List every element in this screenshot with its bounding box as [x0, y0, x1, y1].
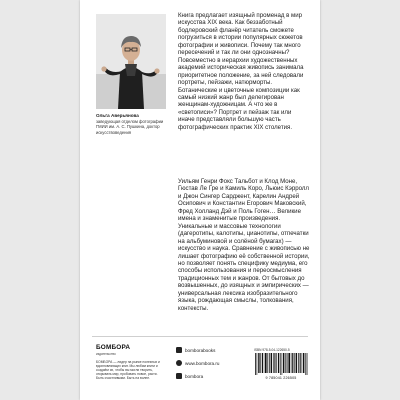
intro-paragraph	[178, 12, 308, 131]
publisher-description: БОМБОРА — лидер на рынке полезных и вдохновляющих книг. Мы любим книги и создаём их, чтобы вы могли творить, открывать мир, пробовать новое, расти. Быть счастливыми. Быть на волне.	[96, 360, 160, 381]
second-text: Уильям Генри Фокс Тальбот и Клод Моне, Гюстав Ле Гре и Камиль Коро, Льюис Кэрролл и Джон Сингер Сарджент, Карелин Андрей Осипович и Константин Егорович Маковский, Фред Холланд Дэй и Поль Гоген… Великие имена и знаменитые произведения. Уникальные и массовые технологии (дагеротипы, калотипы, цианотипы, отпечатки на альбуминовой и солёной бумагах) — искусство и наука. Сравнение с живописью не лишает фотографию её собственной истории, но позволяет понять специфику медиума, его способы использования и переосмысления традиционных тем и жанров. От бытовых до возвышенных, до изящных и эмпирических — универсальная лексика изобразительного языка, рождающая смыслы, толкования, контексты.	[178, 178, 310, 312]
social-vk[interactable]	[176, 347, 215, 353]
publisher-logo-sub: издательство	[96, 352, 116, 356]
book-back-cover	[80, 0, 320, 400]
social-label: www.bombora.ru	[185, 360, 220, 366]
author-name: Ольга Аверьянова	[96, 113, 139, 118]
second-paragraph	[178, 178, 312, 312]
social-label: bomborabooks	[185, 347, 216, 353]
barcode-number: 9 785041 226505	[265, 376, 297, 380]
barcode	[254, 353, 308, 375]
publisher-logo: БОМБОРА	[96, 344, 131, 351]
social-web[interactable]	[176, 360, 219, 366]
web-icon	[176, 360, 182, 366]
social-instagram[interactable]	[176, 373, 203, 379]
author-bio: заведующая отделом фотографии ГМИИ им. А. С. Пушкина, доктор искусствоведения	[96, 119, 164, 135]
author-photo	[96, 14, 166, 109]
vk-icon	[176, 347, 182, 353]
intro-text: Книга предлагает изящный променад в мир искусства XIX века. Как беззаботный бодлеровский фланёр читатель сможете погрузиться в истории популярных сюжетов фотографии и живописи. Почему так много пересечений и так ли они однозначны? Повсеместно в иерархии художественных академий историческая живопись занимала приоритетное положение, за ней следовали портреты, пейзажи, натюрморты. Ботанические и цветочные композиции как самый низкий жанр был делегирован женщинам-художницам. А что же в «светописи»? Портрет и пейзаж так или иначе представляли большую часть фотографических практик XIX столетия.	[178, 12, 304, 131]
isbn-label: ISBN 978-5-04-122650-5	[254, 348, 290, 352]
instagram-icon	[176, 373, 182, 379]
divider	[92, 336, 308, 337]
social-label: bombora	[185, 373, 204, 379]
